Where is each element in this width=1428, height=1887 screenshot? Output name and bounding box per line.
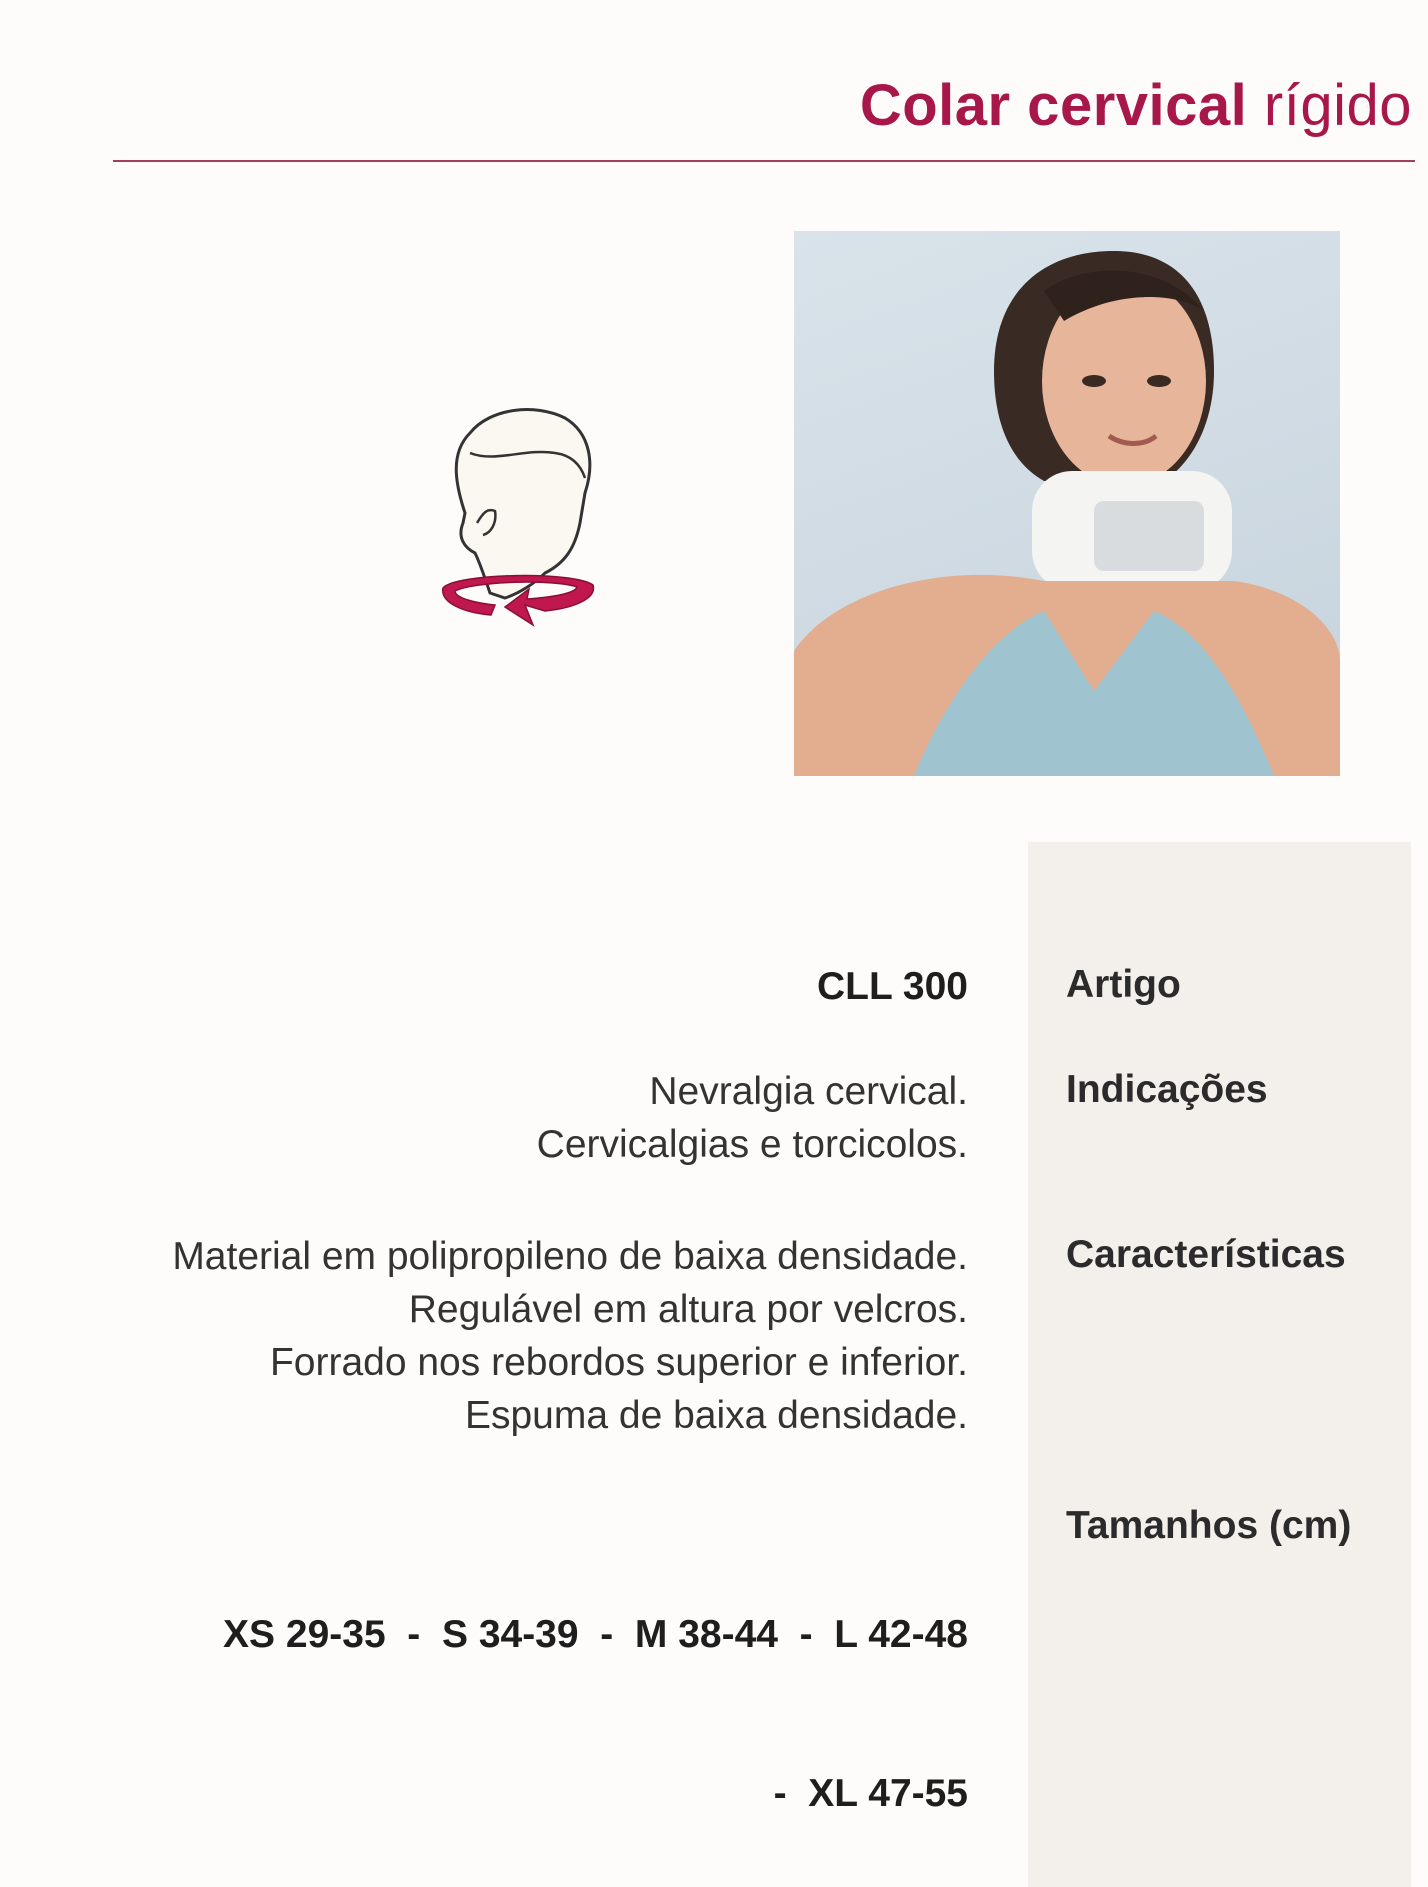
features-line: Espuma de baixa densidade. — [464, 1394, 968, 1437]
head-rotation-icon — [425, 393, 605, 633]
sizes-line: - XL 47-55 — [773, 1772, 968, 1815]
indications-label: Indicações — [1066, 1068, 1268, 1111]
article-label: Artigo — [1066, 963, 1181, 1006]
indications-line: Nevralgia cervical. — [649, 1070, 968, 1113]
header-rule — [113, 160, 1415, 162]
indications-line: Cervicalgias e torcicolos. — [536, 1123, 968, 1166]
features-value — [172, 1230, 968, 1442]
sizes-value — [223, 1502, 968, 1873]
features-line: Material em polipropileno de baixa densidade. — [172, 1235, 968, 1278]
title-bold: Colar cervical — [859, 73, 1248, 138]
features-label: Características — [1066, 1233, 1346, 1276]
page-title — [860, 72, 1412, 139]
features-line: Regulável em altura por velcros. — [408, 1288, 968, 1331]
title-light: rígido — [1263, 73, 1412, 138]
sizes-line: XS 29-35 - S 34-39 - M 38-44 - L 42-48 — [223, 1613, 968, 1656]
features-line: Forrado nos rebordos superior e inferior. — [269, 1341, 968, 1384]
product-photo — [794, 231, 1340, 776]
sizes-label: Tamanhos (cm) — [1066, 1504, 1352, 1547]
article-value: CLL 300 — [816, 965, 968, 1008]
indications-value — [537, 1065, 968, 1171]
